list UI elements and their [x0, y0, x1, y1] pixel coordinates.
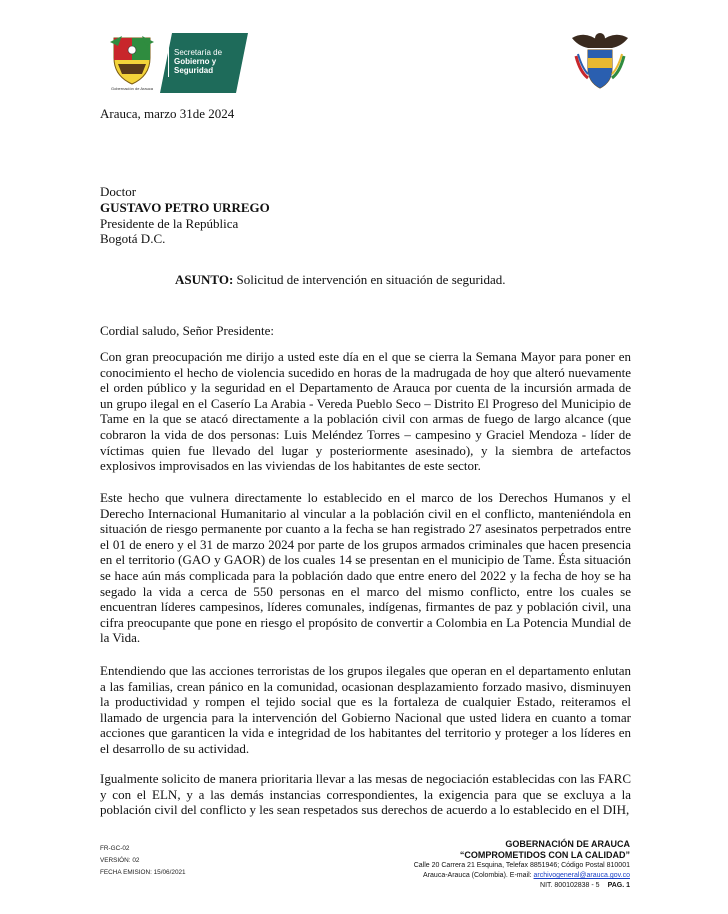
footer-contact [414, 839, 630, 891]
body-paragraph: Igualmente solicito de manera prioritaria llevar a las mesas de negociación establecidas con las FARC y con el ELN, y a las demás instancias correspondientes, la exigencia para que se excluya a la población civil del conflicto y les sean respetados sus derechos de acuerdo a lo establecido en el DIH, [100, 771, 631, 818]
gobernacion-logo [108, 34, 156, 96]
recipient-salutation: Doctor [100, 184, 137, 199]
footer-nit: NIT. 800102838 - 5 [540, 882, 600, 889]
body-paragraph: Este hecho que vulnera directamente lo establecido en el marco de los Derechos Humanos y el Derecho Internacional Humanitario al vincular a la población civil en el conflicto, manteniéndola en situación de riesgo permanente por cuanto a la fecha se han registrado 27 asesinatos perpetrados entre el 01 de enero y el 31 de marzo 2024 por parte de los grupos armados criminales que hacen presencia en el territorio (GAO y GAOR) de los cuales 14 se presentan en el municipio de Tame. Ésta situación se hace aún más complicada para la población dado que entre enero del 2022 y la fecha de hoy se ha segado la vida a cerca de 550 personas en el marco del mismo conflicto, entre los cuales se encuentran líderes campesinos, líderes comunales, indígenas, firmantes de paz y población civil, una cifra preocupante que pone en riesgo el propósito de convertir a Colombia en La Potencia Mundial de la Vida. [100, 490, 631, 646]
recipient-name: GUSTAVO PETRO URREGO [100, 199, 270, 215]
colombia-coat-of-arms [568, 28, 632, 94]
form-version: VERSIÓN: 02 [100, 857, 140, 864]
recipient-block [100, 184, 270, 247]
page-number: PAG. 1 [607, 882, 630, 889]
secretaria-line3: Seguridad [174, 66, 214, 75]
footer-city-email [414, 871, 630, 881]
coat-of-arms-icon [568, 28, 632, 94]
greeting: Cordial saludo, Señor Presidente: [100, 323, 275, 338]
footer-motto: “COMPROMETIDOS CON LA CALIDAD” [459, 850, 630, 860]
recipient-title: Presidente de la República [100, 215, 239, 231]
secretaria-line1: Secretaría de [174, 48, 223, 57]
document-control-info [100, 843, 186, 879]
form-code: FR-GC-02 [100, 845, 130, 852]
body-paragraph: Con gran preocupación me dirijo a usted este día en el que se cierra la Semana Mayor para poner en conocimiento el hecho de violencia sucedido en horas de la madrugada de hoy que alteró nuevamente el orden público y la seguridad en el Departamento de Arauca por cuenta de la incursión armada de un grupo ilegal en el Caserío La Arabia - Vereda Pueblo Seco – Distrito El Progreso del Municipio de Tame en la que se atacó directamente a la población civil con armas de fuego de largo alcance (que cobraron la vida de dos personas: Luis Meléndez Torres – campesino y Graciel Mendoza - líder de víctimas quien fue llevado del lugar y posteriormente asesinado), y la siembra de artefactos explosivos improvisados en las viviendas de los habitantes de este sector. [100, 349, 631, 474]
subject-line [175, 272, 506, 288]
gobernacion-logo-caption: Gobernación de Arauca [110, 86, 154, 91]
body-paragraph: Entendiendo que las acciones terroristas de los grupos ilegales que operan en el departamento enlutan a las familias, crean pánico en la comunidad, ocasionan desplazamiento forzado masivo, disminuyen la productividad y rompen el tejido social que es la fortaleza de cualquier Estado, reiteramos el llamado de urgencia para la intervención del Gobierno Nacional que usted lidera en cuanto a tomar acciones que garanticen la vida e integridad de los habitantes del territorio y proteger a los líderes en el desarrollo de su actividad. [100, 663, 631, 756]
footer-address: Calle 20 Carrera 21 Esquina, Telefax 8851946; Código Postal 810001 [413, 862, 630, 869]
footer-email-link[interactable]: archivogeneral@arauca.gov.co [533, 872, 630, 879]
gobernacion-shield-icon [108, 34, 156, 86]
subject-text: Solicitud de intervención en situación de seguridad. [233, 272, 506, 287]
subject-label: ASUNTO: [175, 272, 234, 287]
form-emission-date: FECHA EMISION: 15/06/2021 [100, 869, 186, 876]
footer-org-name: GOBERNACIÓN DE ARAUCA [505, 839, 630, 849]
secretaria-banner [160, 33, 248, 93]
secretaria-line2: Gobierno y [174, 57, 217, 66]
footer-city: Arauca-Arauca (Colombia). E-mail: [423, 872, 534, 879]
letter-date: Arauca, marzo 31de 2024 [100, 106, 235, 121]
recipient-city: Bogotá D.C. [100, 231, 166, 247]
